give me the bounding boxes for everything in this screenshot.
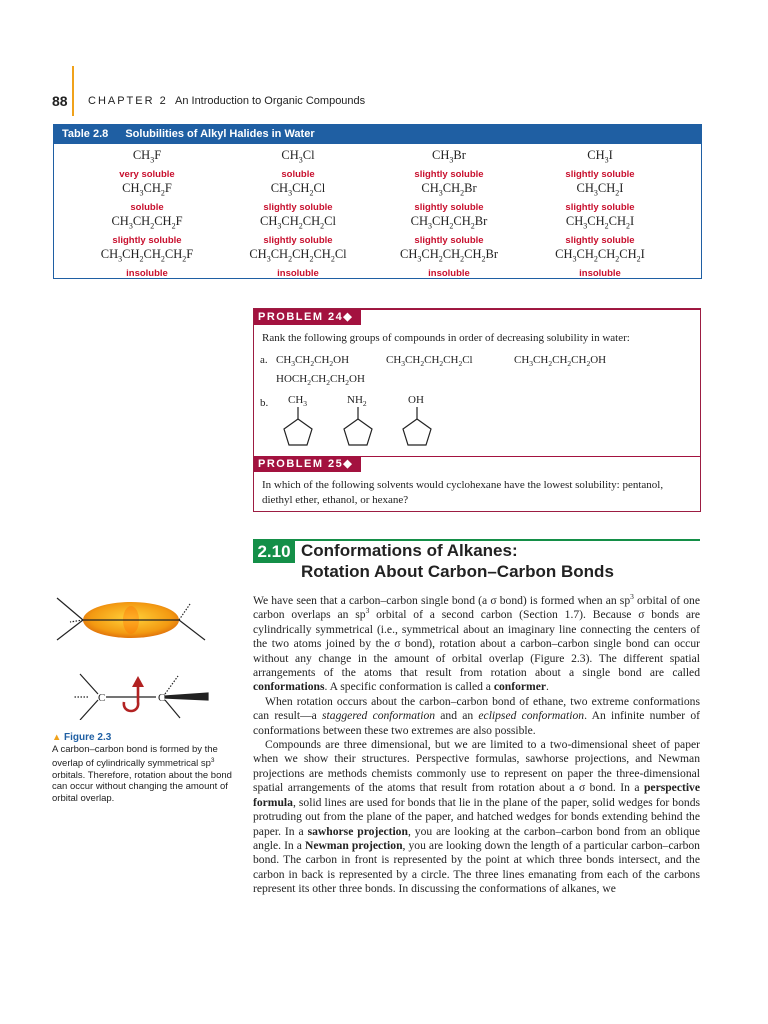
alkyl-halide-formula: $CH_3I$: [587, 148, 613, 165]
table-label: Table 2.8: [62, 128, 109, 140]
cyclopentanol-structure: [403, 407, 431, 445]
section-title-line1: Conformations of Alkanes:: [301, 541, 518, 560]
aminocyclopentane-structure: [344, 407, 372, 445]
table-cell: [524, 214, 676, 247]
body-text: [253, 594, 700, 897]
solubility-value: soluble: [130, 201, 164, 213]
alkyl-halide-formula: $CH_3CH_2Cl$: [270, 181, 326, 198]
solubility-value: slightly soluble: [414, 168, 484, 180]
solubility-value: slightly soluble: [263, 234, 333, 246]
figure-title: Figure 2.3: [64, 732, 112, 743]
paragraph: We have seen that a carbon–carbon single bond (a σ bond) is formed when an $sp^3$ orbital of one carbon overlaps an $sp^3$ orbital of a second carbon (Section 1.7). Because σ bonds are cylindrically symmetrical (i.e., symmetrical about an imaginary line connecting the centers of the two atoms joined by the σ bond), rotation about a carbon–carbon single bond can occur without any change in the amount of orbital overlap (Figure 2.3). The different spatial arrangements of the atoms that result from rotation about a single bond are called conformations. A specific conformation is called a conformer.: [253, 592, 700, 694]
table-title: Solubilities of Alkyl Halides in Water: [125, 128, 315, 140]
table-cell: [72, 181, 222, 214]
alkyl-halide-formula: $CH_3Br$: [432, 148, 466, 165]
solubility-value: slightly soluble: [565, 201, 635, 213]
problem-box: [253, 308, 701, 512]
table-cell: [222, 181, 374, 214]
solubility-value: insoluble: [126, 267, 168, 279]
table-header: [54, 125, 701, 144]
solubility-value: slightly soluble: [414, 234, 484, 246]
alkyl-halide-formula: $CH_3CH_2Br$: [421, 181, 477, 198]
solubility-value: very soluble: [119, 168, 175, 180]
triangle-marker-icon: ▲: [52, 732, 62, 743]
solubility-value: insoluble: [428, 267, 470, 279]
problem-25-text: In which of the following solvents would cyclohexane have the lowest solubility: pentanol, diethyl ether, ethanol, or hexane?: [262, 479, 664, 506]
solubility-value: slightly soluble: [263, 201, 333, 213]
rotation-diagram: [74, 674, 208, 720]
problem-24-tag: PROBLEM 24◆: [254, 309, 361, 325]
solubility-value: slightly soluble: [112, 234, 182, 246]
part-b-label: b.: [260, 397, 269, 409]
alkyl-halide-formula: $CH_3CH_2CH_2I$: [565, 214, 635, 231]
table-cell: [222, 247, 374, 280]
orbital-overlap-figure: [52, 590, 222, 720]
paragraph: When rotation occurs about the carbon–carbon bond of ethane, two extreme conformations can result—a staggered conformation and an eclipsed conformation. An infinite number of conformations between these two extremes are also possible.: [253, 694, 700, 737]
alkyl-halide-formula: $CH_3CH_2CH_2CH_2I$: [555, 247, 645, 264]
table-cell: [72, 247, 222, 280]
substituent-ch3: $CH_3$: [288, 394, 308, 409]
alkyl-halide-formula: $CH_3F$: [132, 148, 162, 165]
alkyl-halide-formula: $CH_3CH_2CH_2Br$: [410, 214, 488, 231]
table-cell: [374, 214, 524, 247]
section-title-line2: Rotation About Carbon–Carbon Bonds: [301, 562, 614, 581]
solubility-value: slightly soluble: [565, 234, 635, 246]
table-body: [72, 148, 701, 280]
table-cell: [524, 148, 676, 181]
chapter-title: An Introduction to Organic Compounds: [175, 95, 366, 107]
cyclopentane-structures: [254, 405, 454, 449]
carbon-label-left: C: [98, 692, 106, 704]
table-cell: [374, 181, 524, 214]
header-rule: [72, 66, 74, 116]
alkyl-halide-formula: $CH_3CH_2CH_2CH_2F$: [100, 247, 194, 264]
compound-a4: $HOCH_2CH_2CH_2OH$: [276, 373, 365, 388]
table-cell: [72, 148, 222, 181]
alkyl-halide-formula: $CH_3CH_2F$: [122, 181, 172, 198]
table-cell: [374, 148, 524, 181]
paragraph: Compounds are three dimensional, but we are limited to a two-dimensional sheet of paper when we show their structures. Perspective formulas, sawhorse projections, and Newman projections are methods chemists commonly use to represent on paper the three-dimensional spatial arrangements of the atoms that result from rotation about a σ bond. In a perspective formula, solid lines are used for bonds that lie in the plane of the paper, solid wedges for bonds protruding out from the plane of the paper, and hatched wedges for bonds extending behind the paper. In a sawhorse projection, you are looking at the carbon–carbon bond from an oblique angle. In a Newman projection, you are looking down the length of a particular carbon–carbon bond. The carbon in front is represented by the point at which three bonds intersect, and the carbon in back is represented by a circle. The three lines emanating from each of the carbons represent its other three bonds. In discussing the conformations of alkanes, we: [253, 738, 700, 896]
substituent-oh: OH: [408, 394, 424, 406]
compound-a1: $CH_3CH_2CH_2OH$: [276, 354, 350, 369]
table-cell: [222, 214, 374, 247]
problem-24-text: Rank the following groups of compounds in order of decreasing solubility in water:: [262, 332, 630, 344]
alkyl-halide-formula: $CH_3CH_2CH_2Cl$: [260, 214, 336, 231]
table-cell: [222, 148, 374, 181]
alkyl-halide-formula: $CH_3CH_2CH_2F$: [111, 214, 183, 231]
compound-a3: $CH_3CH_2CH_2CH_2OH$: [514, 354, 607, 369]
alkyl-halide-formula: $CH_3CH_2I$: [576, 181, 624, 198]
solubility-value: insoluble: [579, 267, 621, 279]
alkyl-halide-formula: $CH_3CH_2CH_2CH_2Br$: [399, 247, 498, 264]
table-cell: [524, 247, 676, 280]
alkyl-halide-formula: $CH_3CH_2CH_2CH_2Cl$: [249, 247, 347, 264]
chapter-label: CHAPTER 2: [88, 95, 168, 107]
solubility-value: insoluble: [277, 267, 319, 279]
figure-caption: [52, 732, 242, 804]
table-cell: [374, 247, 524, 280]
solubility-table: [53, 124, 702, 279]
table-cell: [72, 214, 222, 247]
caption-text: A carbon–carbon bond is formed by the overlap of cylindrically symmetrical $sp^3$ orbitals. Therefore, rotation about the bond can occur without changing the amount of orbital overlap.: [52, 743, 232, 804]
solubility-value: soluble: [281, 168, 315, 180]
substituent-nh2: $NH_2$: [347, 394, 367, 409]
solubility-value: slightly soluble: [414, 201, 484, 213]
solubility-value: slightly soluble: [565, 168, 635, 180]
page-number: 88: [52, 93, 68, 109]
carbon-label-right: C: [158, 692, 166, 704]
methylcyclopentane-structure: [284, 407, 312, 445]
section-number: 2.10: [253, 541, 295, 563]
alkyl-halide-formula: $CH_3Cl$: [281, 148, 315, 165]
compound-a2: $CH_3CH_2CH_2CH_2Cl$: [386, 354, 473, 369]
problem-25-tag: PROBLEM 25◆: [254, 456, 361, 472]
rotation-arrow-icon: [124, 676, 144, 711]
part-a-label: a.: [260, 354, 268, 366]
table-cell: [524, 181, 676, 214]
